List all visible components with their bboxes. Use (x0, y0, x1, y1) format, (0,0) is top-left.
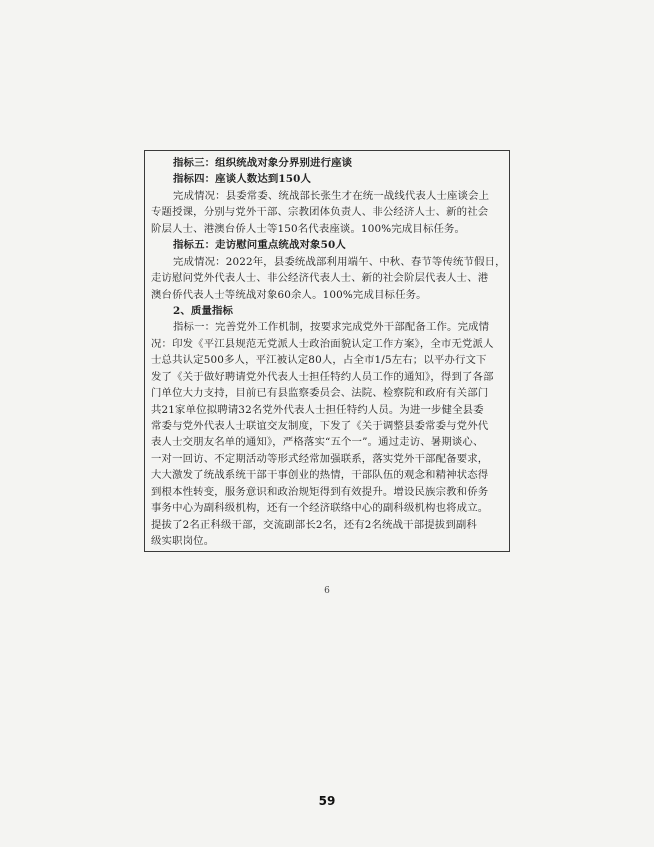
text-line: 共21家单位拟聘请32名党外代表人士担任特约人员。为进一步健全县委 (151, 403, 484, 416)
text-line: 士总共认定500多人，平江被认定80人，占全市1/5左右；以平办行文下 (151, 354, 487, 367)
text-line: 大大激发了统战系统干部干事创业的热情，干部队伍的观念和精神状态得 (151, 469, 489, 482)
text-line: 完成情况：县委常委、统战部长张生才在统一战线代表人士座谈会上 (173, 189, 490, 202)
text-line: 2、质量指标 (173, 304, 234, 317)
text-line (151, 550, 503, 553)
text-line: 常委与党外代表人士联谊交友制度，下发了《关于调整县委常委与党外代 (151, 420, 489, 432)
text-line: 表人士交朋友名单的通知》，严格落实“五个一”。通过走访、暑期谈心、 (151, 436, 484, 449)
text-line: 门单位大力支持，目前已有县监察委员会、法院、检察院和政府有关部门 (151, 387, 489, 400)
text-line: 澳台侨代表人士等统战对象60余人。100%完成目标任务。 (151, 288, 427, 301)
text-line: 专题授课，分别与党外干部、宗教团体负责人、非公经济人士、新的社会 (151, 206, 489, 219)
text-line: 一对一回访、不定期活动等形式经常加强联系，落实党外干部配备要求， (151, 452, 489, 465)
text-line: 级实职岗位。 (151, 535, 215, 548)
text-line: 况：印发《平江县规范无党派人士政治面貌认定工作方案》，全市无党派人 (151, 337, 494, 350)
text-line: 事务中心为副科级机构，还有一个经济联络中心的副科级机构也将成立。 (151, 502, 489, 515)
text-line: 发了《关于做好聘请党外代表人士担任特约人员工作的通知》，得到了各部 (151, 370, 494, 383)
text-line: 完成情况：2022年，县委统战部利用端午、中秋、春节等传统节假日， (173, 255, 506, 268)
text-line: 阶层人士、港澳台侨人士等150名代表座谈。100%完成目标任务。 (151, 222, 466, 235)
text-line: 指标五：走访慰问重点统战对象50人 (173, 239, 346, 252)
text-line: 指标四：座谈人数达到150人 (173, 173, 312, 186)
page-number-small: 6 (324, 586, 330, 596)
text-line: 到根本性转变，服务意识和政治规矩得到有效提升。增设民族宗教和侨务 (151, 485, 489, 498)
text-line: 指标一：完善党外工作机制，按要求完成党外干部配备工作。完成情 (173, 321, 490, 334)
document-text-box (144, 150, 510, 552)
text-line: 提拔了2名正科级干部，交流副部长2名，还有2名统战干部提拔到副科 (151, 518, 477, 531)
text-line: 指标三：组织统战对象分界别进行座谈 (173, 157, 353, 169)
page-number-large: 59 (318, 794, 336, 808)
text-line: 走访慰问党外代表人士、非公经济代表人士、新的社会阶层代表人士、港 (151, 272, 489, 285)
